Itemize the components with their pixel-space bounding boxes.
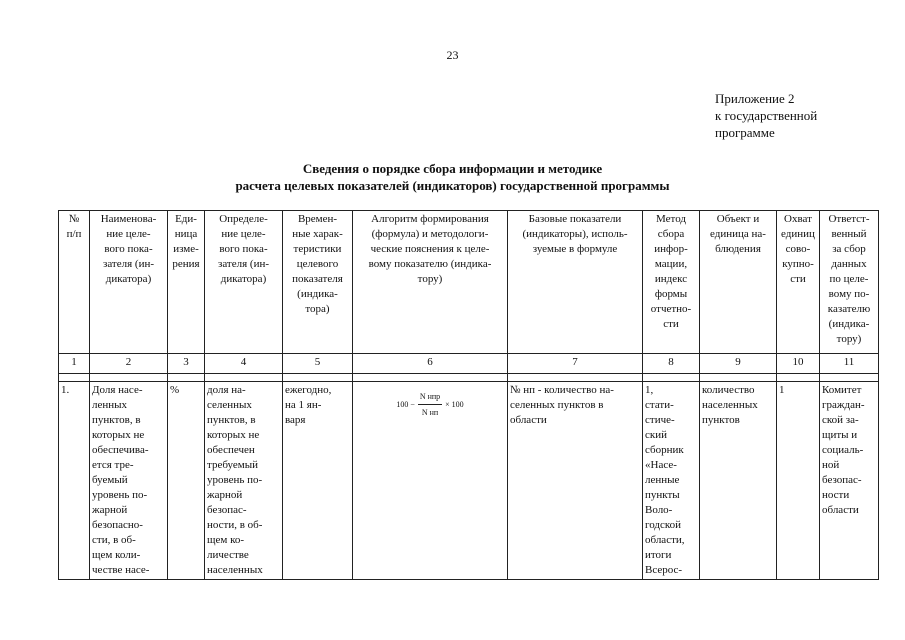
column-number: 3	[168, 354, 205, 374]
header-cell: Базовые показатели (индикаторы), исполь- зуемые в формуле	[508, 211, 643, 354]
column-number: 1	[59, 354, 90, 374]
header-cell: Объект и единица на- блюдения	[700, 211, 777, 354]
definition-cell: доля на- селенных пунктов, в которых не обеспечен требуемый уровень по- жарной безопас- ности, в об- щем ко- личестве населенных	[205, 382, 283, 580]
column-number: 9	[700, 354, 777, 374]
column-number: 7	[508, 354, 643, 374]
header-cell: Алгоритм формирования (формула) и методологи- ческие пояснения к целе- вому показателю (индика- тору)	[353, 211, 508, 354]
header-cell: Ответст- венный за сбор данных по целе- вому по- казателю (индика- тору)	[820, 211, 879, 354]
header-cell: Охват единиц сово- купно- сти	[777, 211, 820, 354]
page-number: 23	[446, 48, 459, 62]
appendix-line-3: программе	[715, 125, 775, 140]
formula-numerator: N нпр	[418, 389, 442, 405]
document-title	[0, 160, 905, 194]
row-number-cell: 1.	[59, 382, 90, 580]
header-cell: Метод сбора инфор- мации, индекс формы отчетно- сти	[643, 211, 700, 354]
header-cell: Времен- ные харак- теристики целевого показателя (индика- тора)	[283, 211, 353, 354]
column-number: 8	[643, 354, 700, 374]
observation-object-cell: количество населенных пунктов	[700, 382, 777, 580]
collection-method-cell: 1, стати- стиче- ский сборник «Насе- ленные пункты Воло- годской области, итоги Всерос-	[643, 382, 700, 580]
formula-cell	[353, 382, 508, 580]
header-cell: Еди- ница изме- рения	[168, 211, 205, 354]
column-number: 11	[820, 354, 879, 374]
column-number: 4	[205, 354, 283, 374]
title-line-2: расчета целевых показателей (индикаторов) государственной программы	[235, 178, 670, 193]
column-number-row	[59, 354, 879, 374]
table-row	[59, 382, 879, 580]
formula-tail: × 100	[445, 400, 464, 409]
appendix-line-2: к государственной	[715, 108, 818, 123]
indicators-table	[58, 210, 879, 580]
base-indicators-cell: № нп - количество на- селенных пунктов в области	[508, 382, 643, 580]
appendix-note	[715, 90, 817, 141]
column-number: 10	[777, 354, 820, 374]
formula	[355, 383, 505, 420]
indicator-name-cell: Доля насе- ленных пунктов, в которых не обеспечива- ется тре- буемый уровень по- жарной безопасно- сти, в об- щем коли- честве насе-	[90, 382, 168, 580]
column-number: 2	[90, 354, 168, 374]
appendix-line-1: Приложение 2	[715, 91, 795, 106]
formula-denominator: N нп	[421, 408, 439, 417]
title-line-1: Сведения о порядке сбора информации и методике	[302, 161, 603, 176]
time-characteristics-cell: ежегодно, на 1 ян- варя	[283, 382, 353, 580]
header-cell: Определе- ние целе- вого пока- зателя (ин- дикатора)	[205, 211, 283, 354]
coverage-cell: 1	[777, 382, 820, 580]
formula-fraction	[418, 389, 442, 420]
unit-cell: %	[168, 382, 205, 580]
header-cell: Наименова- ние целе- вого пока- зателя (ин- дикатора)	[90, 211, 168, 354]
column-number: 5	[283, 354, 353, 374]
formula-lead: 100 −	[396, 400, 415, 409]
spacer-row	[59, 374, 879, 382]
header-cell: № п/п	[59, 211, 90, 354]
column-number: 6	[353, 354, 508, 374]
table-header-row	[59, 211, 879, 354]
responsible-cell: Комитет граждан- ской за- щиты и социаль- ной безопас- ности области	[820, 382, 879, 580]
